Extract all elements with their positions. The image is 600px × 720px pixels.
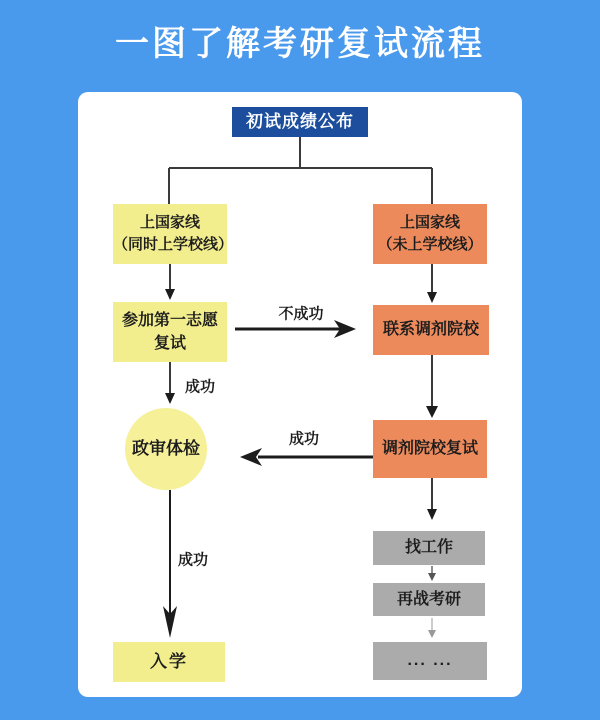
edge-label-success-from-right: 成功 [288,430,320,448]
branch-tree-lines [169,137,432,204]
edge-label-success-to-circle: 成功 [184,378,216,396]
flowchart-panel [78,92,522,697]
arrow-left-icon [240,448,373,466]
page-title: 一图了解考研复试流程 [115,25,485,63]
node-label: 入学 [150,651,188,671]
node-first-choice-retest [113,302,227,362]
node-label-line1: 参加第一志愿 [121,311,218,329]
node-label: ... ... [407,652,453,670]
arrow-down-icon [427,262,437,303]
node-adjust-school-retest [373,420,487,478]
arrow-down-icon [165,264,175,300]
arrow-down-icon [427,478,437,520]
node-label-line2: （未上学校线） [377,236,483,253]
node-label-line1: 上国家线 [139,214,200,232]
arrow-down-icon [163,490,177,638]
node-label: 联系调剂院校 [382,321,479,339]
arrow-down-icon [428,566,436,581]
node-label: 初试成绩公布 [246,111,354,131]
node-start-results-published [232,107,368,137]
node-contact-adjust-schools [373,305,489,355]
node-retry-exam [373,583,485,616]
arrow-down-icon [428,618,436,638]
node-label: 政审体检 [132,438,200,458]
node-enroll [113,642,225,682]
node-political-review-physical [125,408,207,490]
node-label: 调剂院校复试 [381,440,478,458]
arrow-down-icon [426,355,438,418]
node-label-line2: （同时上学校线） [113,236,234,253]
node-label-line2: 复试 [153,335,186,352]
node-find-job [373,531,485,565]
node-label: 找工作 [404,539,453,557]
arrow-down-icon [165,362,175,404]
edge-label-unsuccessful: 不成功 [278,305,324,323]
node-national-line-with-school-line [113,204,234,264]
node-label: 再战考研 [396,590,461,608]
edge-label-success-to-enroll: 成功 [177,551,209,569]
node-national-line-no-school-line [373,204,487,264]
node-more-options [373,642,487,680]
node-label-line1: 上国家线 [399,214,460,232]
